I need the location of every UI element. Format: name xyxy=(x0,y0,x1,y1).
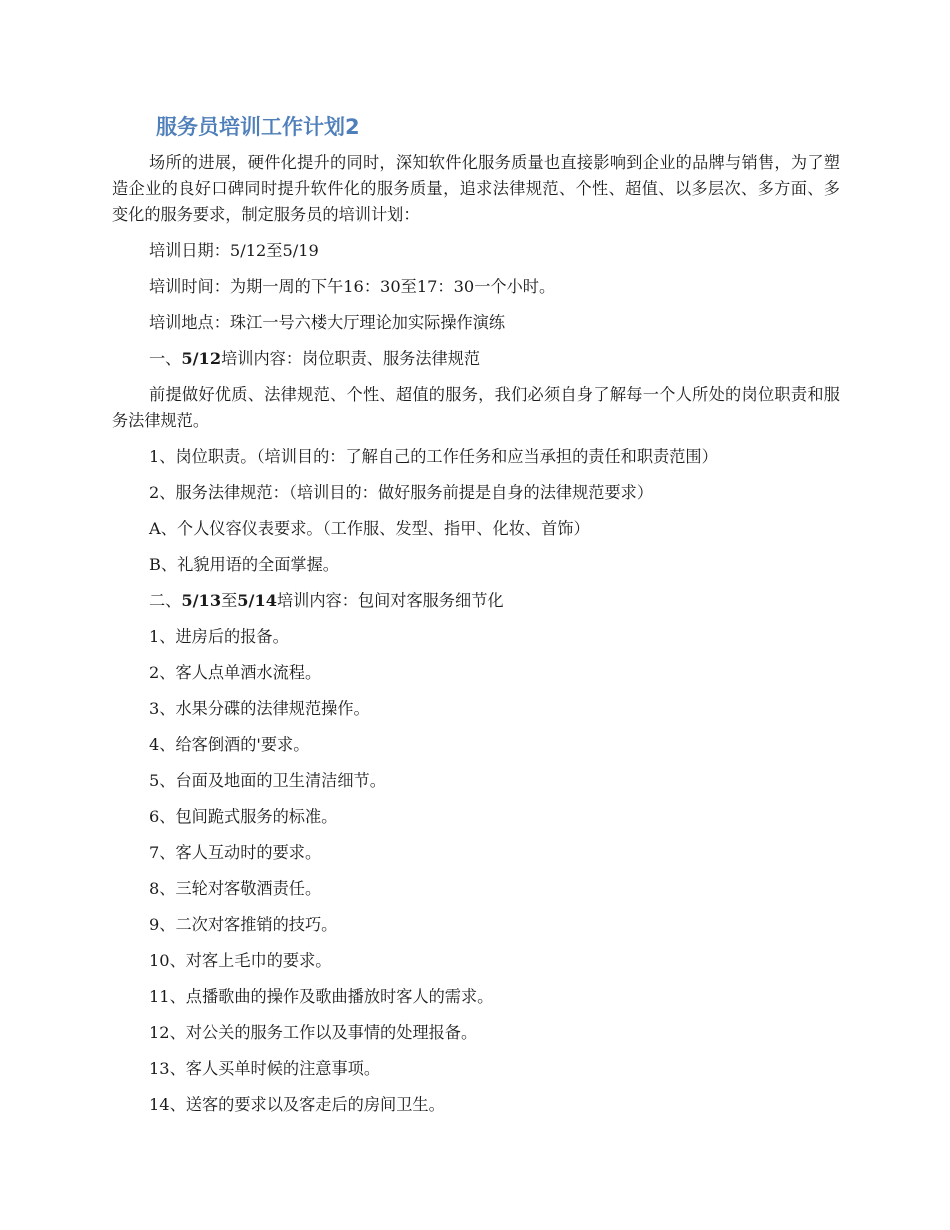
list-item: A、个人仪容仪表要求。（工作服、发型、指甲、化妆、首饰） xyxy=(149,519,590,538)
list-item: 8、三轮对客敬酒责任。 xyxy=(149,879,322,898)
section1-description: 前提做好优质、法律规范、个性、超值的服务，我们必须自身了解每一个人所处的岗位职责和服务法律规范。 xyxy=(112,385,840,430)
list-item: 13、客人买单时候的注意事项。 xyxy=(149,1059,381,1078)
section2-end-date: 5/14 xyxy=(237,591,277,610)
training-time: 培训时间：为期一周的下午16：30至17：30一个小时。 xyxy=(149,277,556,296)
section2-list xyxy=(112,624,840,1118)
section2-heading xyxy=(112,588,840,614)
section1-heading-text: 培训内容：岗位职责、服务法律规范 xyxy=(221,349,481,368)
intro-paragraph: 场所的进展，硬件化提升的同时，深知软件化服务质量也直接影响到企业的品牌与销售，为了塑造企业的良好口碑同时提升软件化的服务质量，追求法律规范、个性、超值、以多层次、多方面、多变化的服务要求，制定服务员的培训计划： xyxy=(112,153,840,224)
section1-date: 5/12 xyxy=(181,349,222,368)
list-item: 2、客人点单酒水流程。 xyxy=(149,663,322,682)
list-item: 10、对客上毛巾的要求。 xyxy=(149,951,332,970)
section2-prefix: 二、 xyxy=(149,591,182,610)
list-item: 11、点播歌曲的操作及歌曲播放时客人的需求。 xyxy=(149,987,494,1006)
list-item: 7、客人互动时的要求。 xyxy=(149,843,322,862)
list-item: 1、进房后的报备。 xyxy=(149,627,289,646)
document-title: 服务员培训工作计划2 xyxy=(156,115,360,139)
list-item: 5、台面及地面的卫生清洁细节。 xyxy=(149,771,386,790)
list-item: 1、岗位职责。（培训目的：了解自己的工作任务和应当承担的责任和职责范围） xyxy=(149,447,718,466)
document-body xyxy=(112,150,840,1128)
training-place: 培训地点：珠江一号六楼大厅理论加实际操作演练 xyxy=(149,313,506,332)
section1-prefix: 一、 xyxy=(149,349,182,368)
list-item: 14、送客的要求以及客走后的房间卫生。 xyxy=(149,1095,445,1114)
list-item: 2、服务法律规范：（培训目的：做好服务前提是自身的法律规范要求） xyxy=(149,483,654,502)
section2-date-separator: 至 xyxy=(221,591,238,610)
section1-heading xyxy=(112,346,840,372)
list-item: 4、给客倒酒的'要求。 xyxy=(149,735,310,754)
section2-heading-text: 培训内容：包间对客服务细节化 xyxy=(276,591,504,610)
section2-start-date: 5/13 xyxy=(181,591,222,610)
list-item: 3、水果分碟的法律规范操作。 xyxy=(149,699,370,718)
list-item: 6、包间跪式服务的标准。 xyxy=(149,807,338,826)
section1-list xyxy=(112,444,840,578)
list-item: B、礼貌用语的全面掌握。 xyxy=(149,555,339,574)
list-item: 9、二次对客推销的技巧。 xyxy=(149,915,338,934)
list-item: 12、对公关的服务工作以及事情的处理报备。 xyxy=(149,1023,478,1042)
training-date: 培训日期：5/12至5/19 xyxy=(149,241,319,260)
